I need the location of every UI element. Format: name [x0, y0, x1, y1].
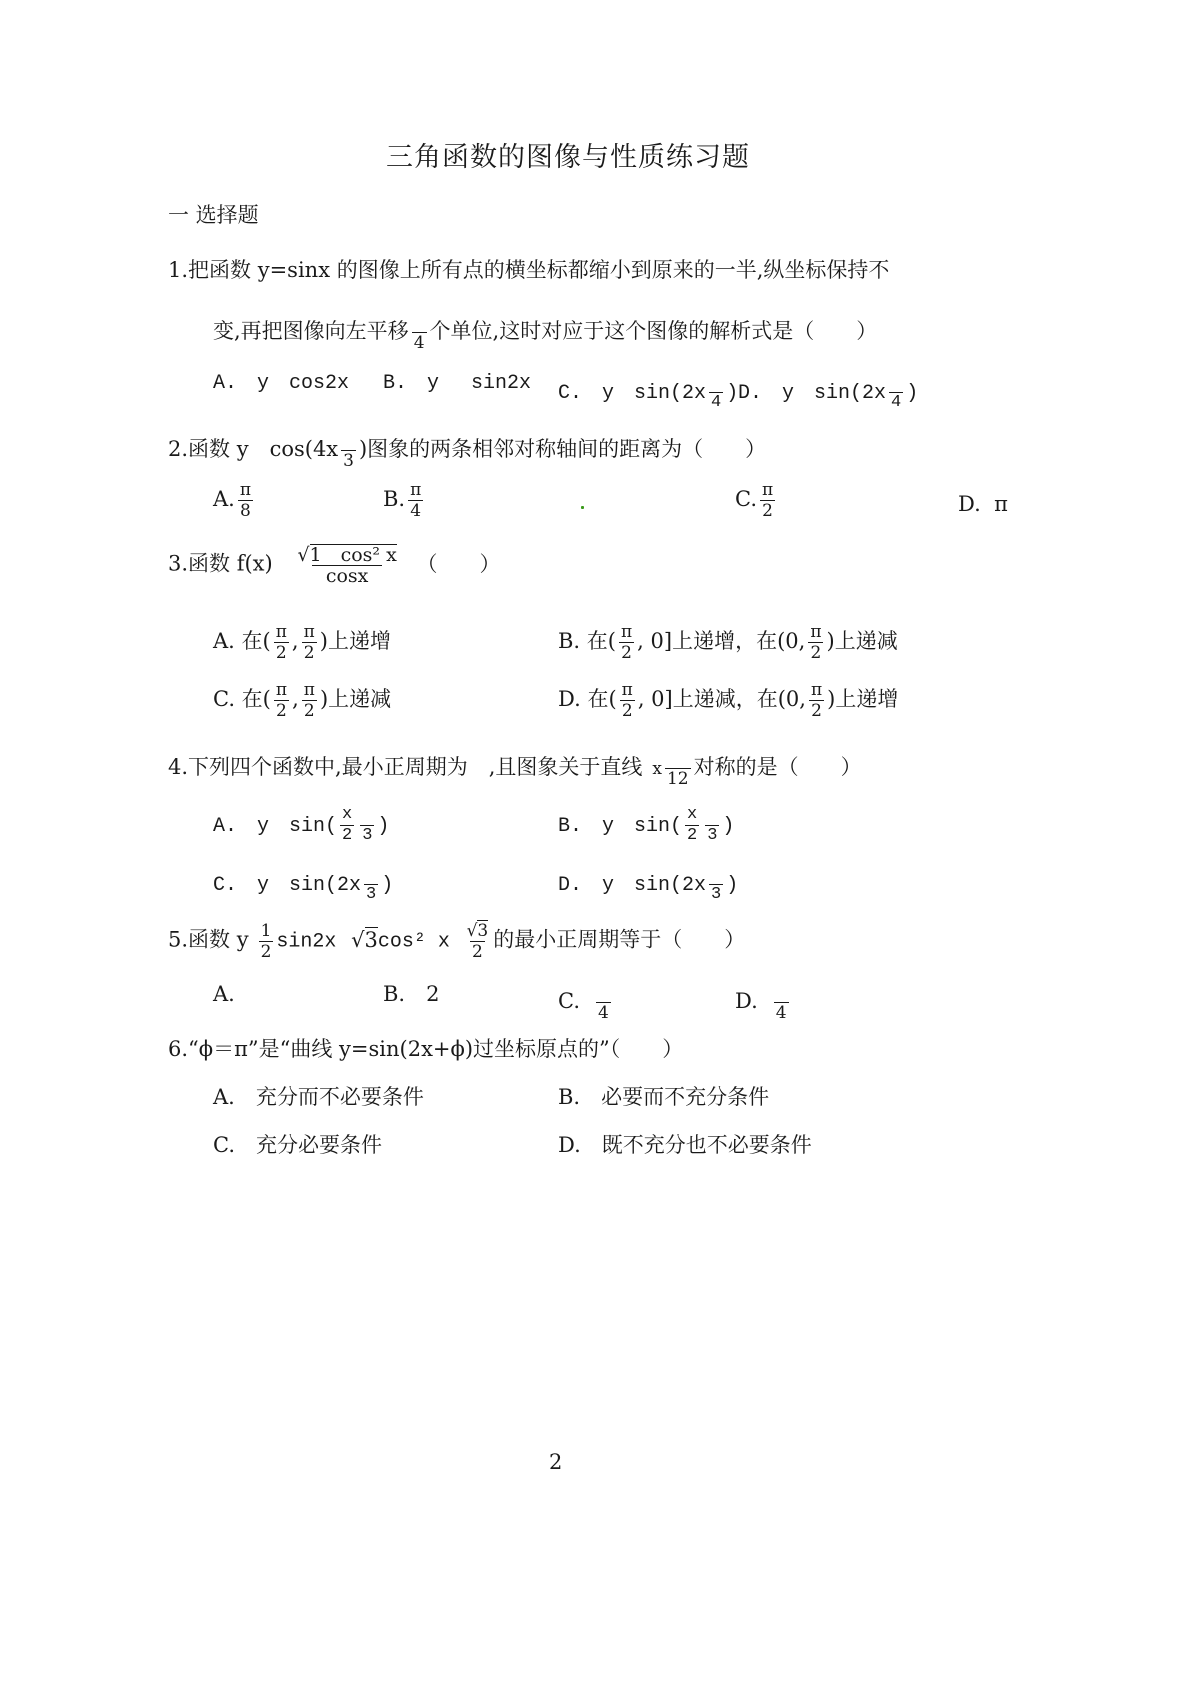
q5-frac2-num: √3 [466, 921, 489, 941]
q6-option-b: B. 必要而不充分条件 [558, 1085, 770, 1109]
q2-fraction [341, 430, 356, 471]
q2-option-a-label: A. [213, 487, 235, 511]
q4-option-c-d2: 3 [366, 885, 377, 904]
q6-option-a: A. 充分而不必要条件 [213, 1085, 424, 1109]
q2-option-b-den: 4 [410, 501, 422, 521]
q3-option-a-sep: , [291, 629, 299, 653]
q5-option-d-den: 4 [775, 1003, 787, 1023]
q4-option-b-d2: 3 [707, 826, 718, 845]
q4-option-a-d2: 3 [362, 826, 373, 845]
q3-numerator: √1 cos² x [297, 544, 397, 566]
q4-option-a-n: x [342, 805, 353, 824]
q2-option-d [958, 492, 1008, 516]
q5-frac1 [259, 921, 274, 962]
q3-option-c-d2: 2 [303, 701, 315, 721]
q3-option-c-n1: π [275, 680, 288, 700]
q4-post: 对称的是（ ） [693, 755, 862, 779]
q4-option-b [558, 805, 734, 846]
q3-option-b-d2: 2 [810, 643, 822, 663]
q3-option-a-frac1 [274, 622, 289, 663]
q6-option-c: C. 充分必要条件 [213, 1133, 382, 1157]
q1-option-c-fraction [709, 372, 723, 413]
q2-option-d-label: D. [958, 492, 981, 516]
q5-mid1: sin2x [276, 930, 337, 954]
q2-option-d-value: π [994, 492, 1008, 516]
q5-option-b: B. 2 [383, 982, 440, 1006]
q4-option-a-label: A. y sin( [213, 814, 338, 838]
q1-option-d-den: 4 [891, 393, 902, 412]
q1-line2-pre: 变,再把图像向左平移 [213, 319, 409, 343]
q4-option-b-n: x [687, 805, 698, 824]
q4-option-d [558, 864, 738, 905]
q4-option-c-label: C. y sin(2x [213, 873, 362, 897]
q2-option-b-label: B. [383, 487, 406, 511]
q5-sqrt1-radicand: 3 [364, 927, 378, 952]
q4-fraction [665, 748, 691, 789]
q4-option-d-d2: 3 [711, 885, 722, 904]
q3-option-b-label: B. 在( [558, 629, 616, 653]
q3-radicand: 1 cos² x [309, 544, 397, 566]
q4-option-a-d: 2 [342, 826, 353, 845]
q1-option-c [558, 372, 738, 413]
q5-post: 的最小正周期等于（ ） [493, 927, 746, 952]
q4-option-d-post: ) [726, 873, 739, 897]
q5-option-d-frac [774, 982, 789, 1023]
q5-option-c-label: C. [558, 989, 580, 1013]
q4-option-a [213, 805, 389, 846]
q2-option-c-fraction [760, 480, 775, 521]
q1-option-d [738, 372, 918, 413]
q2-option-c-label: C. [735, 487, 757, 511]
q4-option-c-post: ) [381, 873, 394, 897]
q3-stem [168, 544, 501, 586]
q3-option-b-n2: π [810, 622, 822, 642]
q1-option-d-fraction [889, 372, 903, 413]
q4-option-c-frac [364, 864, 378, 905]
q3-option-d [558, 680, 898, 721]
q3-option-a-d2: 2 [303, 643, 315, 663]
q3-option-b [558, 622, 898, 663]
section-heading: 一 选择题 [168, 203, 259, 227]
q1-line2 [213, 312, 877, 353]
q4-option-b-frac1 [685, 805, 699, 846]
q5-pre: 5.函数 y [168, 927, 249, 952]
q2-option-a-fraction [238, 480, 253, 521]
q2-option-c-num: π [762, 480, 774, 500]
q3-post: （ ） [416, 551, 501, 576]
q3-option-d-d1: 2 [621, 701, 633, 721]
q4-option-b-post: ) [722, 814, 735, 838]
q4-option-b-d: 2 [687, 826, 698, 845]
q3-option-a [213, 622, 391, 663]
q3-option-a-frac2 [302, 622, 317, 663]
q3-fraction [295, 544, 398, 586]
q3-option-c [213, 680, 391, 721]
q6-option-d: D. 既不充分也不必要条件 [558, 1133, 812, 1157]
q3-option-b-frac1 [619, 622, 634, 663]
q3-option-a-label: A. 在( [213, 629, 271, 653]
q5-option-d-label: D. [735, 989, 758, 1013]
page-title: 三角函数的图像与性质练习题 [386, 142, 750, 173]
q3-option-d-d2: 2 [811, 701, 822, 721]
q4-option-a-frac2 [360, 805, 374, 846]
q5-d1: 2 [260, 941, 272, 962]
q1-line2-post: 个单位,这时对应于这个图像的解析式是（ ） [429, 319, 878, 343]
q5-sqrt2-radicand: 3 [477, 921, 489, 941]
q3-option-b-n1: π [620, 622, 633, 642]
q2-option-a-den: 8 [240, 501, 251, 521]
q1-line1: 1.把函数 y=sinx 的图像上所有点的横坐标都缩小到原来的一半,纵坐标保持不 [168, 258, 890, 282]
q1-option-a: A. y cos2x [213, 372, 350, 395]
q4-option-d-frac [709, 864, 723, 905]
q3-pre: 3.函数 f(x) [168, 551, 273, 576]
q3-option-b-mid: , 0]上递增，在(0, [637, 629, 806, 653]
q3-option-b-frac2 [808, 622, 823, 663]
q1-option-c-den: 4 [711, 393, 722, 412]
q3-option-c-label: C. 在( [213, 687, 271, 711]
q5-mid2: cos² x [377, 930, 450, 954]
q3-option-c-sep: , [292, 687, 299, 711]
q3-option-d-mid: , 0]上递减，在(0, [637, 687, 806, 711]
q3-option-d-post: )上递增 [827, 687, 899, 711]
q5-option-d [735, 982, 792, 1023]
q3-option-d-label: D. 在( [558, 687, 617, 711]
q2-option-a [213, 480, 256, 521]
q3-option-d-n2: π [810, 680, 823, 700]
q4-option-c [213, 864, 393, 905]
q5-option-c-frac [596, 982, 611, 1023]
q5-option-a: A. [213, 982, 235, 1006]
q1-option-d-post: ) [906, 381, 919, 405]
q3-option-c-n2: π [303, 680, 315, 700]
q3-option-a-n1: π [275, 622, 287, 642]
q2-option-b-fraction [408, 480, 423, 521]
q2-option-c-den: 2 [762, 501, 773, 521]
q1-option-c-pre: C. y sin(2x [558, 381, 707, 405]
q4-option-d-label: D. y sin(2x [558, 873, 707, 897]
stray-mark [581, 506, 584, 509]
q4-pre: 4.下列四个函数中,最小正周期为 ,且图象关于直线 [168, 755, 643, 779]
q1-shift-den: 4 [413, 333, 425, 353]
q1-option-c-post: ) [726, 381, 739, 405]
q5-sqrt1: √3 [351, 927, 378, 952]
q1-shift-fraction [412, 312, 427, 353]
q4-option-b-frac2 [705, 805, 719, 846]
q3-option-c-frac2 [302, 680, 317, 721]
q4-option-a-frac1 [340, 805, 354, 846]
q4-x: x [652, 759, 662, 779]
q5-d2: 2 [472, 942, 483, 962]
q2-option-c [735, 480, 778, 521]
q1-option-b: B. y sin2x [383, 372, 532, 395]
q3-option-a-post: )上递增 [319, 629, 391, 653]
q3-option-c-d1: 2 [276, 701, 287, 721]
q4-stem [168, 748, 862, 789]
q2-option-b-num: π [410, 480, 422, 500]
q3-option-d-n1: π [621, 680, 633, 700]
q4-option-b-label: B. y sin( [558, 814, 683, 838]
q2-post: )图象的两条相邻对称轴间的距离为（ ） [358, 437, 767, 461]
page-number: 2 [549, 1450, 563, 1474]
q2-option-a-num: π [239, 480, 252, 500]
q3-option-a-d1: 2 [275, 643, 287, 663]
q5-option-c [558, 982, 614, 1023]
q1-option-d-pre: D. y sin(2x [738, 381, 887, 405]
q3-option-a-n2: π [303, 622, 315, 642]
q4-den: 12 [666, 769, 689, 789]
q3-option-c-frac1 [274, 680, 289, 721]
q3-option-b-post: )上递减 [826, 629, 898, 653]
q5-stem [168, 920, 745, 962]
q5-frac2 [465, 920, 491, 962]
q2-den: 3 [343, 451, 354, 471]
q3-option-c-post: )上递减 [319, 687, 392, 711]
q3-option-b-d1: 2 [621, 643, 632, 663]
q6-stem: 6.“ϕ＝π”是“曲线 y=sin(2x+ϕ)过坐标原点的”（ ） [168, 1037, 684, 1061]
q3-option-d-frac2 [809, 680, 824, 721]
q2-option-b [383, 480, 426, 521]
q2-pre: 2.函数 y cos(4x [168, 437, 339, 461]
q4-option-a-post: ) [377, 814, 390, 838]
q3-option-d-frac1 [620, 680, 635, 721]
q5-option-c-den: 4 [598, 1003, 609, 1023]
q5-n1: 1 [260, 920, 272, 941]
q3-denominator: cosx [312, 565, 383, 586]
q2-stem [168, 430, 766, 471]
